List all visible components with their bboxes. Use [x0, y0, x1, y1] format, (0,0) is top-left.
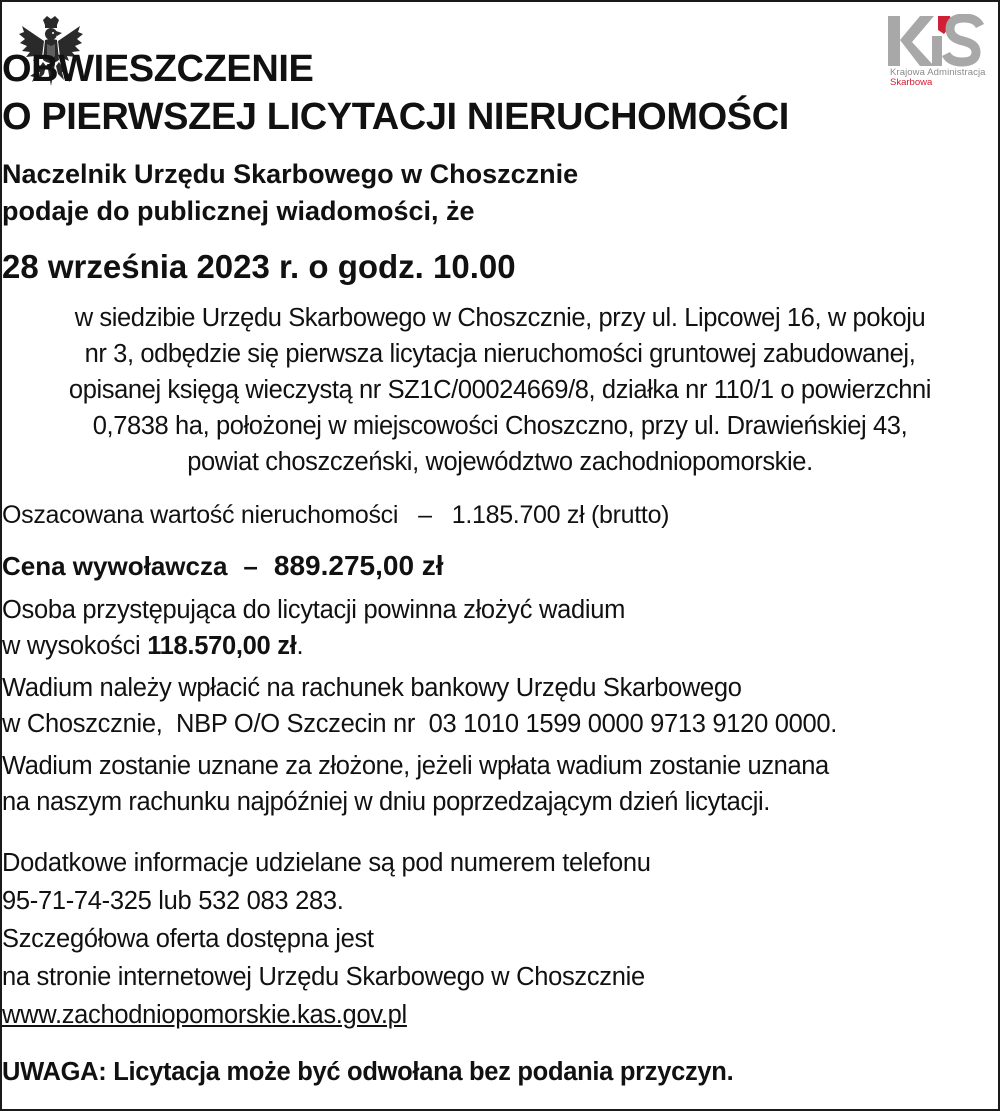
website-link[interactable]: www.zachodniopomorskie.kas.gov.pl: [2, 1001, 407, 1029]
deposit-info: [2, 592, 998, 664]
contact-line: Dodatkowe informacje udzielane są pod numerem telefonu: [2, 849, 651, 877]
bank-account-info: [2, 670, 998, 742]
contact-line: na stronie internetowej Urzędu Skarbowego w Choszcznie: [2, 963, 645, 991]
body-line: w siedzibie Urzędu Skarbowego w Choszcznie, przy ul. Lipcowej 16, w pokoju: [74, 304, 926, 332]
body-line: powiat choszczeński, województwo zachodniopomorskie.: [187, 448, 813, 476]
deposit-line1: Osoba przystępująca do licytacji powinna złożyć wadium: [2, 596, 626, 624]
authority-statement: [2, 156, 998, 230]
accepted-line: na naszym rachunku najpóźniej w dniu poprzedzającym dzień licytacji.: [2, 788, 770, 816]
warning-note: UWAGA: Licytacja może być odwołana bez podania przyczyn.: [2, 1058, 734, 1086]
valuation-label: Oszacowana wartość nieruchomości: [2, 501, 399, 529]
deposit-prefix: w wysokości: [2, 632, 148, 660]
kas-logo-line1: Krajowa Administracja: [890, 67, 986, 78]
contact-line: 95-71-74-325 lub 532 083 283.: [2, 887, 344, 915]
title-line2: O PIERWSZEJ LICYTACJI NIERUCHOMOŚCI: [2, 96, 789, 138]
authority-line1: Naczelnik Urzędu Skarbowego w Choszcznie: [2, 159, 579, 189]
account-line: Wadium należy wpłacić na rachunek bankowy Urzędu Skarbowego: [2, 674, 742, 702]
valuation-value: 1.185.700 zł (brutto): [451, 501, 670, 529]
valuation-line: [2, 498, 998, 532]
account-line: w Choszcznie, NBP O/O Szczecin nr 03 1010 1599 0000 9713 9120 0000.: [2, 710, 838, 738]
contact-info: [2, 844, 998, 1034]
valuation-dash: –: [418, 501, 432, 529]
body-line: nr 3, odbędzie się pierwsza licytacja nieruchomości gruntowej zabudowanej,: [84, 340, 916, 368]
accepted-line: Wadium zostanie uznane za złożone, jeżeli wpłata wadium zostanie uznana: [2, 752, 829, 780]
starting-price-value: 889.275,00 zł: [273, 550, 444, 581]
deposit-amount: 118.570,00 zł: [147, 632, 297, 660]
deposit-acceptance-info: [2, 748, 998, 820]
body-line: 0,7838 ha, położonej w miejscowości Choszczno, przy ul. Drawieńskiej 43,: [92, 412, 908, 440]
deposit-line2: [2, 628, 998, 664]
body-line: opisanej księgą wieczystą nr SZ1C/00024669/8, działka nr 110/1 o powierzchni: [68, 376, 932, 404]
auction-datetime: 28 września 2023 r. o godz. 10.00: [2, 248, 516, 285]
title-line1: OBWIESZCZENIE: [2, 48, 314, 90]
deposit-suffix: .: [296, 632, 304, 660]
property-description: [20, 300, 980, 480]
starting-price-label: Cena wywoławcza: [2, 551, 228, 581]
kas-logo-line2: Skarbowa: [890, 77, 933, 88]
authority-line2: podaje do publicznej wiadomości, że: [2, 196, 475, 226]
starting-price-line: [2, 548, 998, 584]
contact-line: Szczegółowa oferta dostępna jest: [2, 925, 374, 953]
starting-price-dash: –: [243, 551, 258, 581]
